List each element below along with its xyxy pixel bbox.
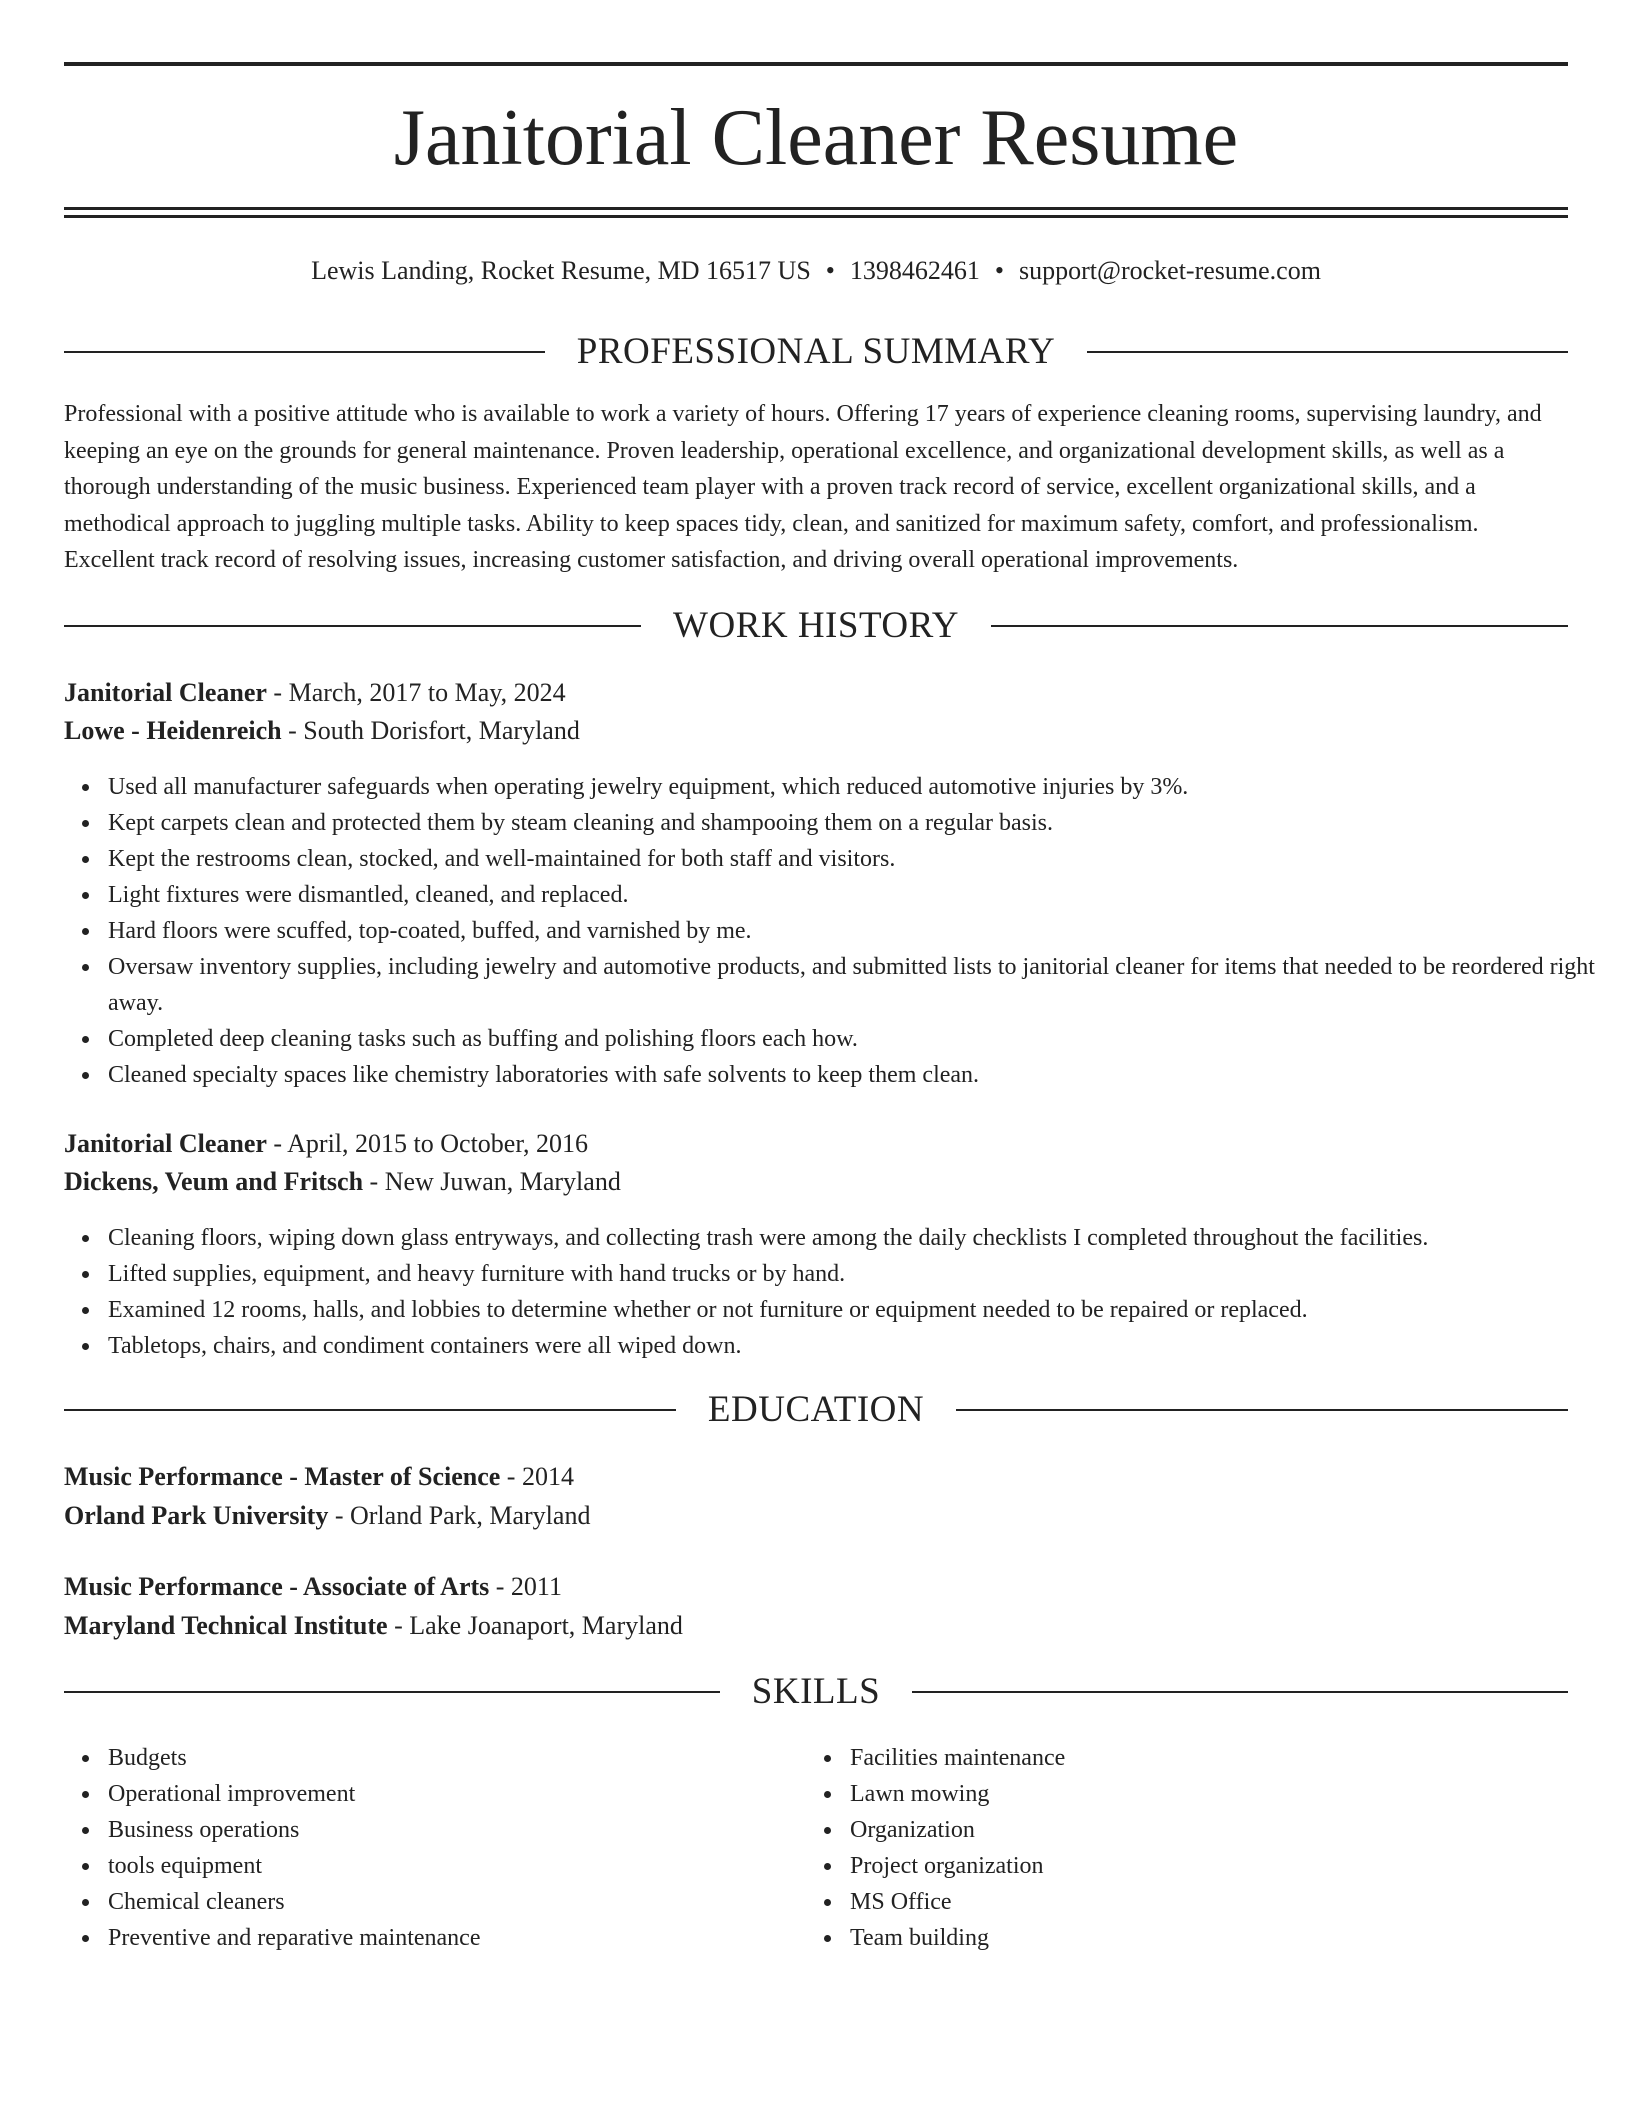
list-item: Cleaned specialty spaces like chemistry laboratories with safe solvents to keep them clean.: [108, 1057, 1612, 1093]
heading-rule-right: [912, 1691, 1568, 1693]
skill-item: Chemical cleaners: [108, 1884, 808, 1920]
job-title: Janitorial Cleaner: [64, 1129, 267, 1158]
education-location: - Lake Joanaport, Maryland: [387, 1611, 683, 1640]
section-title: WORK HISTORY: [673, 605, 959, 646]
skill-item: MS Office: [850, 1884, 1550, 1920]
section-title: EDUCATION: [707, 1389, 925, 1430]
job-title-line: [64, 1125, 1568, 1163]
job-dates: - March, 2017 to May, 2024: [266, 678, 566, 707]
education-degree: Music Performance - Master of Science: [64, 1462, 501, 1491]
contact-phone: 1398462461: [849, 256, 980, 285]
heading-rule-right: [1087, 351, 1568, 353]
heading-rule-left: [64, 1409, 676, 1411]
job-company: Dickens, Veum and Fritsch: [64, 1167, 364, 1196]
list-item: Lifted supplies, equipment, and heavy furniture with hand trucks or by hand.: [108, 1256, 1612, 1292]
education-school: Maryland Technical Institute: [64, 1611, 388, 1640]
list-item: Light fixtures were dismantled, cleaned, and replaced.: [108, 877, 1612, 913]
list-item: Completed deep cleaning tasks such as buffing and polishing floors each how.: [108, 1021, 1612, 1057]
job-location: - South Dorisfort, Maryland: [281, 716, 580, 745]
education-year: - 2011: [489, 1572, 562, 1601]
education-location: - Orland Park, Maryland: [328, 1501, 591, 1530]
contact-address: Lewis Landing, Rocket Resume, MD 16517 US: [311, 256, 811, 285]
list-item: Tabletops, chairs, and condiment containers were all wiped down.: [108, 1328, 1612, 1364]
heading-rule-left: [64, 1691, 720, 1693]
education-school-line: [64, 1607, 1568, 1645]
skill-item: Team building: [850, 1920, 1550, 1956]
education-school-line: [64, 1497, 1568, 1535]
skill-item: Budgets: [108, 1740, 808, 1776]
page-title: Janitorial Cleaner Resume: [393, 94, 1239, 182]
job-dates: - April, 2015 to October, 2016: [266, 1129, 588, 1158]
section-heading-work-history: [64, 604, 1568, 648]
summary-text: Professional with a positive attitude who is available to work a variety of hours. Offering 17 years of experience cleaning rooms, supervising laundry, and keeping an eye on the grounds for general maintenance. Proven leadership, operational excellence, and organizational development skills, as well as a thorough understanding of the music business. Experienced team player with a proven track record of service, excellent organizational skills, and a methodical approach to juggling multiple tasks. Ability to keep spaces tidy, clean, and sanitized for maximum safety, comfort, and professionalism. Excellent track record of resolving issues, increasing customer satisfaction, and driving overall operational improvements.: [64, 401, 1542, 573]
skill-item: Business operations: [108, 1812, 808, 1848]
job-title-line: [64, 674, 1568, 712]
skill-item: Preventive and reparative maintenance: [108, 1920, 808, 1956]
job-duties-list: [64, 1220, 1612, 1364]
job-company-line: [64, 1163, 1568, 1201]
section-heading-skills: [64, 1670, 1568, 1714]
job-title: Janitorial Cleaner: [64, 678, 267, 707]
contact-email[interactable]: support@rocket-resume.com: [1019, 256, 1321, 285]
list-item: Examined 12 rooms, halls, and lobbies to determine whether or not furniture or equipment needed to be repaired or replaced.: [108, 1292, 1612, 1328]
job-company: Lowe - Heidenreich: [64, 716, 282, 745]
job-duties-list: [64, 769, 1612, 1093]
section-title: SKILLS: [751, 1671, 881, 1712]
skill-item: Organization: [850, 1812, 1550, 1848]
list-item: Used all manufacturer safeguards when operating jewelry equipment, which reduced automotive injuries by 3%.: [108, 769, 1612, 805]
list-item: Kept the restrooms clean, stocked, and well-maintained for both staff and visitors.: [108, 841, 1612, 877]
skill-item: Facilities maintenance: [850, 1740, 1550, 1776]
heading-rule-left: [64, 351, 545, 353]
job-company-line: [64, 712, 1568, 750]
section-title: PROFESSIONAL SUMMARY: [576, 331, 1056, 372]
heading-rule-right: [991, 625, 1568, 627]
list-item: Oversaw inventory supplies, including jewelry and automotive products, and submitted lists to janitorial cleaner for items that needed to be reordered right away.: [108, 949, 1612, 1021]
title-double-rule-bottom: [64, 215, 1568, 218]
list-item: Cleaning floors, wiping down glass entryways, and collecting trash were among the daily checklists I completed throughout the facilities.: [108, 1220, 1612, 1256]
skills-list-right: [806, 1740, 1550, 1956]
list-item: Hard floors were scuffed, top-coated, buffed, and varnished by me.: [108, 913, 1612, 949]
heading-rule-left: [64, 625, 641, 627]
section-heading-education: [64, 1388, 1568, 1432]
job-location: - New Juwan, Maryland: [363, 1167, 621, 1196]
education-degree-line: [64, 1458, 1568, 1496]
contact-separator: •: [994, 256, 1005, 285]
education-year: - 2014: [500, 1462, 574, 1491]
contact-line: [64, 254, 1568, 288]
list-item: Kept carpets clean and protected them by steam cleaning and shampooing them on a regular basis.: [108, 805, 1612, 841]
section-heading-summary: [64, 330, 1568, 374]
contact-separator: •: [825, 256, 835, 285]
skill-item: tools equipment: [108, 1848, 808, 1884]
heading-rule-right: [956, 1409, 1568, 1411]
education-degree: Music Performance - Associate of Arts: [64, 1572, 490, 1601]
skill-item: Lawn mowing: [850, 1776, 1550, 1812]
skill-item: Operational improvement: [108, 1776, 808, 1812]
top-rule: [64, 62, 1568, 66]
title-double-rule-top: [64, 207, 1568, 210]
skill-item: Project organization: [850, 1848, 1550, 1884]
skills-list-left: [64, 1740, 808, 1956]
education-school: Orland Park University: [64, 1501, 329, 1530]
education-degree-line: [64, 1568, 1568, 1606]
